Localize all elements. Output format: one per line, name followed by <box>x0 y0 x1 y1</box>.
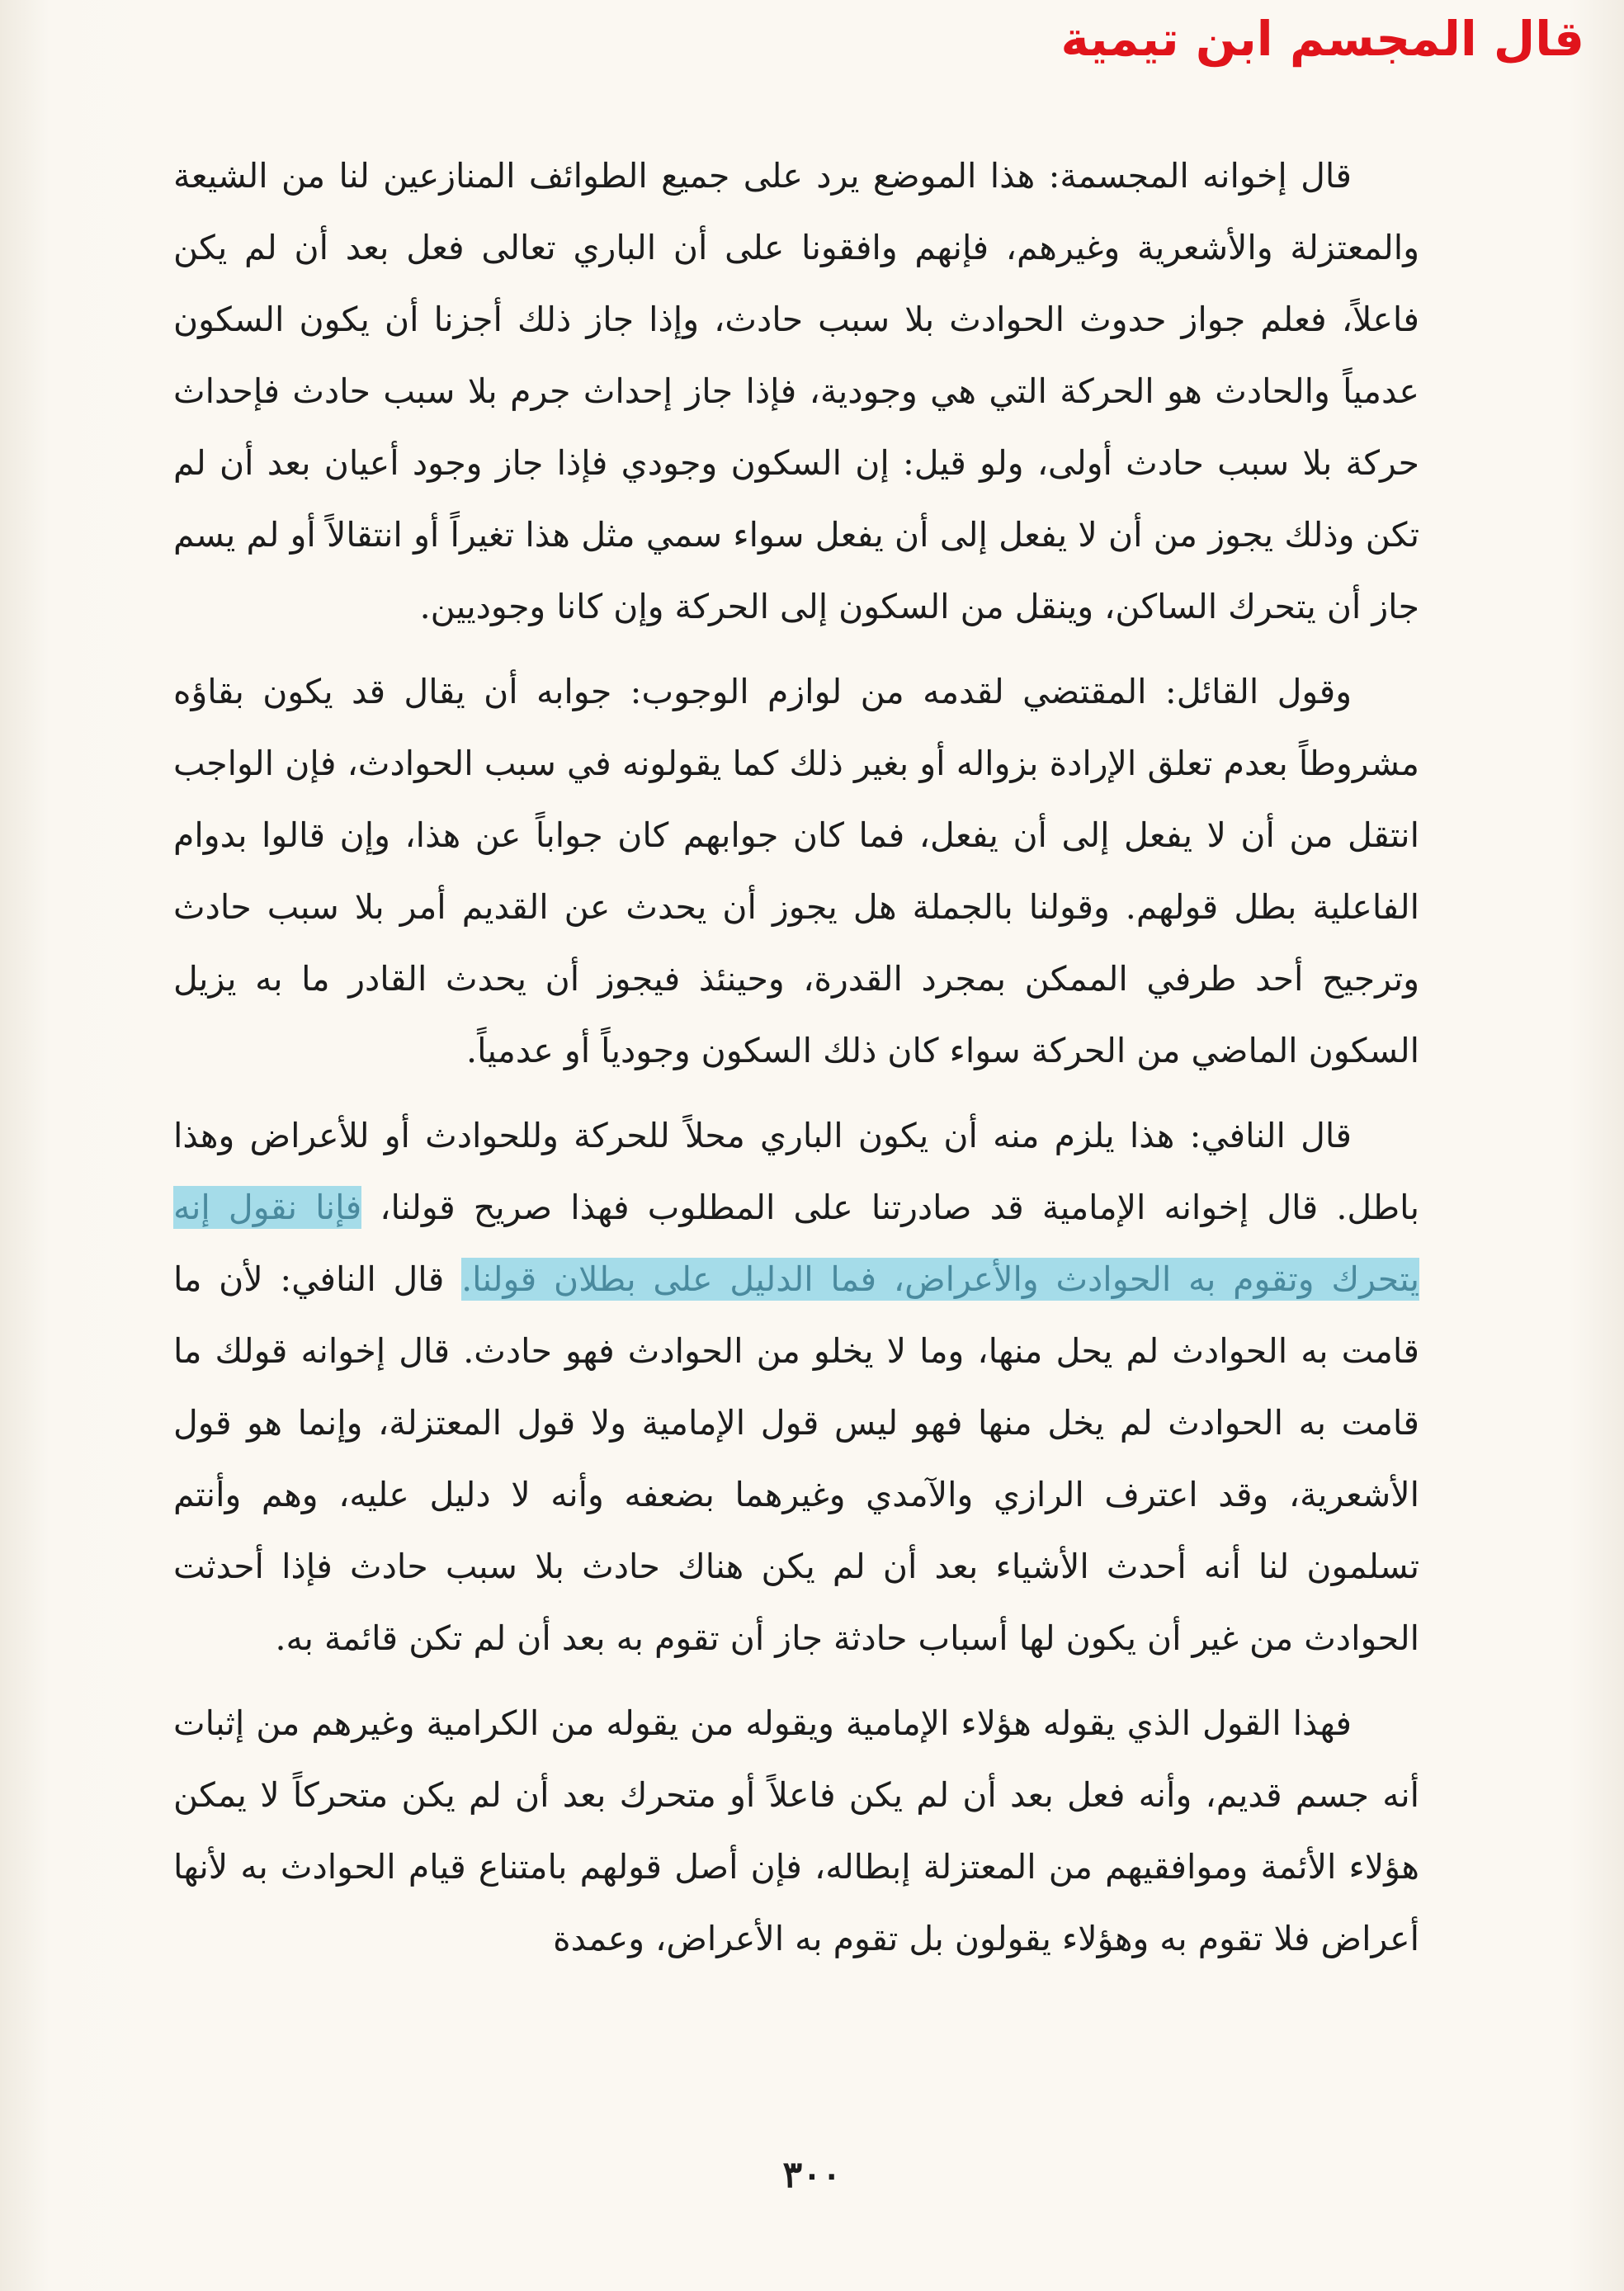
paragraph-2: وقول القائل: المقتضي لقدمه من لوازم الوجوب: جوابه أن يقال قد يكون بقاؤه مشروطاً بعدم تعلق الإرادة بزواله أو بغير ذلك كما يقولونه في سبب الحوادث، فإن الواجب انتقل من أن لا يفعل إلى أن يفعل، فما كان جوابهم كان جواباً عن هذا، وإن قالوا بدوام الفاعلية بطل قولهم. وقولنا بالجملة هل يجوز أن يحدث عن القديم أمر بلا سبب حادث وترجيح أحد طرفي الممكن بمجرد القدرة، وحينئذ فيجوز أن يحدث القادر ما به يزيل السكون الماضي من الحركة سواء كان ذلك السكون وجودياً أو عدمياً. <box>173 672 1419 1070</box>
paragraph-3-end: قال النافي: لأن ما قامت به الحوادث لم يحل منها، وما لا يخلو من الحوادث فهو حادث. قال إخوانه قولك ما قامت به الحوادث لم يخل منها فهو ليس قول الإمامية ولا قول المعتزلة، وإنما هو قول الأشعرية، وقد اعترف الرازي والآمدي وغيرهما بضعفه وأنه لا دليل عليه، وهم وأنتم تسلمون لنا أنه أحدث الأشياء بعد أن لم يكن هناك حادث بلا سبب حادث فإذا أحدثت الحوادث من غير أن يكون لها أسباب حادثة جاز أن تقوم به بعد أن لم تكن قائمة به. <box>173 1259 1419 1658</box>
paragraph-3-start: قال النافي: هذا يلزم منه أن يكون الباري محلاً للحركة وللحوادث أو للأعراض وهذا باطل. قال إخوانه الإمامية قد صادرتنا على المطلوب فهذا صريح قولنا، <box>173 1116 1420 1227</box>
paragraph-4: فهذا القول الذي يقوله هؤلاء الإمامية ويقوله من يقوله من الكرامية وغيرهم من إثبات أنه جسم قديم، وأنه فعل بعد أن لم يكن فاعلاً أو متحرك بعد أن لم يكن متحركاً لا يمكن هؤلاء الأئمة وموافقيهم من المعتزلة إبطاله، فإن أصل قولهم بامتناع قيام الحوادث به لأنها أعراض فلا تقوم به وهؤلاء يقولون بل تقوم به الأعراض، وعمدة <box>173 1703 1419 1958</box>
page-header-title: قال المجسم ابن تيمية <box>1060 11 1584 67</box>
page-number: ٣٠٠ <box>782 2154 842 2196</box>
highlighted-text[interactable]: فإنا نقول إنه يتحرك وتقوم به الحوادث والأعراض، فما الدليل على بطلان قولنا. <box>173 1188 1419 1299</box>
body-text <box>173 140 1419 1988</box>
paragraph-1: قال إخوانه المجسمة: هذا الموضع يرد على جميع الطوائف المنازعين لنا من الشيعة والمعتزلة والأشعرية وغيرهم، فإنهم وافقونا على أن الباري تعالى فعل بعد أن لم يكن فاعلاً، فعلم جواز حدوث الحوادث بلا سبب حادث، وإذا جاز ذلك أجزنا أن يكون السكون عدمياً والحادث هو الحركة التي هي وجودية، فإذا جاز إحداث جرم بلا سبب حادث فإحداث حركة بلا سبب حادث أولى، ولو قيل: إن السكون وجودي فإذا جاز وجود أعيان بعد أن لم تكن وذلك يجوز من أن لا يفعل إلى أن يفعل سواء سمي مثل هذا تغيراً أو انتقالاً أو لم يسم جاز أن يتحرك الساكن، وينقل من السكون إلى الحركة وإن كانا وجوديين. <box>173 156 1419 626</box>
paragraph-3 <box>173 1100 1419 1675</box>
